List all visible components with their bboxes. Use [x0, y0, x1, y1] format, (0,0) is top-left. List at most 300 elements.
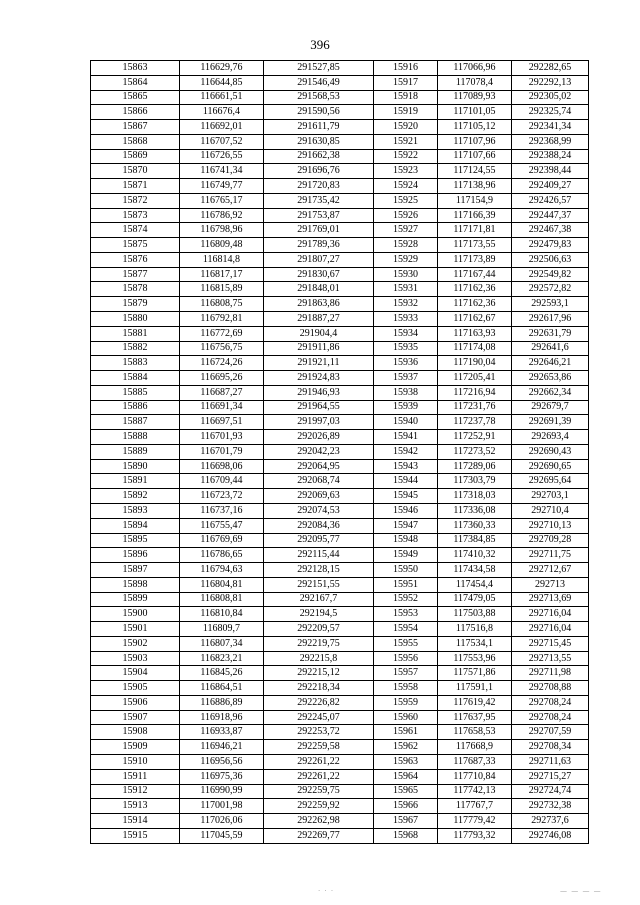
point-number-left-cell: 15914	[91, 814, 180, 829]
y-coordinate-left-cell: 292215,12	[264, 666, 374, 681]
table-row	[91, 518, 589, 533]
x-coordinate-left-cell: 116765,17	[180, 193, 264, 208]
table-row	[91, 444, 589, 459]
y-coordinate-right-cell: 292746,08	[512, 828, 589, 843]
y-coordinate-left-cell: 291769,01	[264, 223, 374, 238]
point-number-left-cell: 15875	[91, 238, 180, 253]
y-coordinate-right-cell: 292691,39	[512, 415, 589, 430]
y-coordinate-left-cell: 292269,77	[264, 828, 374, 843]
point-number-right-cell: 15933	[374, 312, 438, 327]
point-number-right-cell: 15958	[374, 681, 438, 696]
table-row	[91, 548, 589, 563]
y-coordinate-right-cell: 292713,69	[512, 592, 589, 607]
x-coordinate-right-cell: 117173,55	[438, 238, 512, 253]
table-row	[91, 282, 589, 297]
table-row	[91, 267, 589, 282]
x-coordinate-left-cell: 116741,34	[180, 164, 264, 179]
point-number-left-cell: 15913	[91, 799, 180, 814]
x-coordinate-right-cell: 117591,1	[438, 681, 512, 696]
y-coordinate-right-cell: 292716,04	[512, 622, 589, 637]
x-coordinate-right-cell: 117167,44	[438, 267, 512, 282]
point-number-left-cell: 15880	[91, 312, 180, 327]
point-number-right-cell: 15964	[374, 769, 438, 784]
table-row	[91, 666, 589, 681]
x-coordinate-left-cell: 116691,34	[180, 400, 264, 415]
x-coordinate-left-cell: 116810,84	[180, 607, 264, 622]
y-coordinate-right-cell: 292711,98	[512, 666, 589, 681]
y-coordinate-right-cell: 292388,24	[512, 149, 589, 164]
point-number-right-cell: 15952	[374, 592, 438, 607]
y-coordinate-right-cell: 292712,67	[512, 563, 589, 578]
y-coordinate-left-cell: 292262,98	[264, 814, 374, 829]
point-number-left-cell: 15904	[91, 666, 180, 681]
point-number-right-cell: 15930	[374, 267, 438, 282]
y-coordinate-left-cell: 292219,75	[264, 636, 374, 651]
x-coordinate-right-cell: 117687,33	[438, 754, 512, 769]
point-number-left-cell: 15886	[91, 400, 180, 415]
y-coordinate-left-cell: 292215,8	[264, 651, 374, 666]
point-number-left-cell: 15870	[91, 164, 180, 179]
x-coordinate-left-cell: 116814,8	[180, 252, 264, 267]
point-number-right-cell: 15919	[374, 105, 438, 120]
y-coordinate-right-cell: 292711,75	[512, 548, 589, 563]
point-number-right-cell: 15924	[374, 179, 438, 194]
table-row	[91, 695, 589, 710]
point-number-left-cell: 15887	[91, 415, 180, 430]
point-number-left-cell: 15865	[91, 90, 180, 105]
x-coordinate-left-cell: 116886,89	[180, 695, 264, 710]
y-coordinate-right-cell: 292695,64	[512, 474, 589, 489]
y-coordinate-right-cell: 292709,28	[512, 533, 589, 548]
y-coordinate-right-cell: 292679,7	[512, 400, 589, 415]
y-coordinate-right-cell: 292732,38	[512, 799, 589, 814]
x-coordinate-left-cell: 116692,01	[180, 120, 264, 135]
y-coordinate-right-cell: 292325,74	[512, 105, 589, 120]
y-coordinate-left-cell: 292226,82	[264, 695, 374, 710]
x-coordinate-right-cell: 117162,67	[438, 312, 512, 327]
x-coordinate-right-cell: 117503,88	[438, 607, 512, 622]
point-number-right-cell: 15934	[374, 326, 438, 341]
y-coordinate-right-cell: 292713	[512, 577, 589, 592]
x-coordinate-right-cell: 117237,78	[438, 415, 512, 430]
x-coordinate-right-cell: 117124,55	[438, 164, 512, 179]
point-number-left-cell: 15879	[91, 297, 180, 312]
x-coordinate-left-cell: 116772,69	[180, 326, 264, 341]
table-row	[91, 149, 589, 164]
table-row	[91, 179, 589, 194]
y-coordinate-left-cell: 291863,86	[264, 297, 374, 312]
point-number-left-cell: 15900	[91, 607, 180, 622]
y-coordinate-right-cell: 292506,63	[512, 252, 589, 267]
y-coordinate-right-cell: 292708,24	[512, 710, 589, 725]
y-coordinate-left-cell: 292151,55	[264, 577, 374, 592]
point-number-left-cell: 15894	[91, 518, 180, 533]
x-coordinate-right-cell: 117138,96	[438, 179, 512, 194]
table-row	[91, 489, 589, 504]
y-coordinate-left-cell: 292115,44	[264, 548, 374, 563]
y-coordinate-left-cell: 292084,36	[264, 518, 374, 533]
y-coordinate-right-cell: 292368,99	[512, 134, 589, 149]
x-coordinate-left-cell: 116864,51	[180, 681, 264, 696]
x-coordinate-left-cell: 116807,34	[180, 636, 264, 651]
point-number-left-cell: 15866	[91, 105, 180, 120]
table-row	[91, 90, 589, 105]
table-row	[91, 503, 589, 518]
table-row	[91, 474, 589, 489]
y-coordinate-right-cell: 292715,45	[512, 636, 589, 651]
point-number-left-cell: 15912	[91, 784, 180, 799]
y-coordinate-left-cell: 291662,38	[264, 149, 374, 164]
point-number-right-cell: 15962	[374, 740, 438, 755]
y-coordinate-left-cell: 291997,03	[264, 415, 374, 430]
y-coordinate-right-cell: 292690,43	[512, 444, 589, 459]
x-coordinate-left-cell: 116933,87	[180, 725, 264, 740]
x-coordinate-right-cell: 117534,1	[438, 636, 512, 651]
x-coordinate-right-cell: 117289,06	[438, 459, 512, 474]
point-number-right-cell: 15956	[374, 651, 438, 666]
x-coordinate-right-cell: 117710,84	[438, 769, 512, 784]
point-number-right-cell: 15955	[374, 636, 438, 651]
y-coordinate-left-cell: 291611,79	[264, 120, 374, 135]
point-number-left-cell: 15901	[91, 622, 180, 637]
point-number-right-cell: 15961	[374, 725, 438, 740]
x-coordinate-right-cell: 117668,9	[438, 740, 512, 755]
y-coordinate-left-cell: 292074,53	[264, 503, 374, 518]
table-row	[91, 371, 589, 386]
x-coordinate-right-cell: 117767,7	[438, 799, 512, 814]
point-number-left-cell: 15878	[91, 282, 180, 297]
y-coordinate-left-cell: 291789,36	[264, 238, 374, 253]
x-coordinate-left-cell: 116798,96	[180, 223, 264, 238]
point-number-right-cell: 15925	[374, 193, 438, 208]
x-coordinate-right-cell: 117066,96	[438, 61, 512, 76]
table-row	[91, 297, 589, 312]
table-row	[91, 681, 589, 696]
y-coordinate-left-cell: 292069,63	[264, 489, 374, 504]
y-coordinate-right-cell: 292549,82	[512, 267, 589, 282]
x-coordinate-left-cell: 116698,06	[180, 459, 264, 474]
y-coordinate-right-cell: 292653,86	[512, 371, 589, 386]
point-number-left-cell: 15892	[91, 489, 180, 504]
x-coordinate-right-cell: 117205,41	[438, 371, 512, 386]
point-number-right-cell: 15917	[374, 75, 438, 90]
y-coordinate-left-cell: 291924,83	[264, 371, 374, 386]
y-coordinate-left-cell: 292261,22	[264, 754, 374, 769]
x-coordinate-right-cell: 117174,08	[438, 341, 512, 356]
y-coordinate-left-cell: 292128,15	[264, 563, 374, 578]
point-number-left-cell: 15868	[91, 134, 180, 149]
table-row	[91, 341, 589, 356]
x-coordinate-right-cell: 117231,76	[438, 400, 512, 415]
x-coordinate-right-cell: 117078,4	[438, 75, 512, 90]
y-coordinate-left-cell: 291527,85	[264, 61, 374, 76]
point-number-left-cell: 15893	[91, 503, 180, 518]
point-number-left-cell: 15891	[91, 474, 180, 489]
x-coordinate-left-cell: 117026,06	[180, 814, 264, 829]
table-row	[91, 651, 589, 666]
y-coordinate-right-cell: 292690,65	[512, 459, 589, 474]
x-coordinate-left-cell: 116804,81	[180, 577, 264, 592]
point-number-left-cell: 15885	[91, 385, 180, 400]
point-number-left-cell: 15910	[91, 754, 180, 769]
y-coordinate-right-cell: 292398,44	[512, 164, 589, 179]
x-coordinate-right-cell: 117101,05	[438, 105, 512, 120]
x-coordinate-left-cell: 116697,51	[180, 415, 264, 430]
point-number-right-cell: 15922	[374, 149, 438, 164]
point-number-left-cell: 15872	[91, 193, 180, 208]
point-number-left-cell: 15890	[91, 459, 180, 474]
x-coordinate-right-cell: 117553,96	[438, 651, 512, 666]
y-coordinate-right-cell: 292426,57	[512, 193, 589, 208]
coordinates-table-body	[91, 61, 589, 844]
y-coordinate-right-cell: 292341,34	[512, 120, 589, 135]
point-number-left-cell: 15905	[91, 681, 180, 696]
point-number-right-cell: 15921	[374, 134, 438, 149]
table-row	[91, 193, 589, 208]
table-row	[91, 223, 589, 238]
x-coordinate-right-cell: 117273,52	[438, 444, 512, 459]
table-row	[91, 120, 589, 135]
point-number-right-cell: 15943	[374, 459, 438, 474]
x-coordinate-right-cell: 117360,33	[438, 518, 512, 533]
x-coordinate-right-cell: 117105,12	[438, 120, 512, 135]
y-coordinate-left-cell: 292042,23	[264, 444, 374, 459]
point-number-left-cell: 15907	[91, 710, 180, 725]
table-row	[91, 356, 589, 371]
table-row	[91, 75, 589, 90]
y-coordinate-right-cell: 292593,1	[512, 297, 589, 312]
point-number-right-cell: 15953	[374, 607, 438, 622]
point-number-left-cell: 15883	[91, 356, 180, 371]
x-coordinate-right-cell: 117303,79	[438, 474, 512, 489]
point-number-left-cell: 15863	[91, 61, 180, 76]
x-coordinate-left-cell: 116723,72	[180, 489, 264, 504]
point-number-right-cell: 15920	[374, 120, 438, 135]
point-number-left-cell: 15884	[91, 371, 180, 386]
point-number-left-cell: 15871	[91, 179, 180, 194]
point-number-right-cell: 15966	[374, 799, 438, 814]
point-number-left-cell: 15867	[91, 120, 180, 135]
point-number-left-cell: 15903	[91, 651, 180, 666]
x-coordinate-right-cell: 117162,36	[438, 297, 512, 312]
x-coordinate-left-cell: 116724,26	[180, 356, 264, 371]
x-coordinate-left-cell: 116975,36	[180, 769, 264, 784]
table-row	[91, 430, 589, 445]
x-coordinate-right-cell: 117384,85	[438, 533, 512, 548]
y-coordinate-left-cell: 291753,87	[264, 208, 374, 223]
x-coordinate-right-cell: 117779,42	[438, 814, 512, 829]
point-number-right-cell: 15929	[374, 252, 438, 267]
x-coordinate-left-cell: 116726,55	[180, 149, 264, 164]
footer-scan-mark: · · ·	[318, 887, 335, 895]
x-coordinate-left-cell: 116709,44	[180, 474, 264, 489]
x-coordinate-left-cell: 116946,21	[180, 740, 264, 755]
table-row	[91, 754, 589, 769]
point-number-right-cell: 15932	[374, 297, 438, 312]
point-number-left-cell: 15874	[91, 223, 180, 238]
x-coordinate-left-cell: 116755,47	[180, 518, 264, 533]
point-number-left-cell: 15908	[91, 725, 180, 740]
x-coordinate-right-cell: 117163,93	[438, 326, 512, 341]
x-coordinate-left-cell: 116815,89	[180, 282, 264, 297]
y-coordinate-right-cell: 292292,13	[512, 75, 589, 90]
table-row	[91, 164, 589, 179]
point-number-left-cell: 15888	[91, 430, 180, 445]
point-number-right-cell: 15945	[374, 489, 438, 504]
point-number-right-cell: 15918	[374, 90, 438, 105]
y-coordinate-left-cell: 291630,85	[264, 134, 374, 149]
point-number-left-cell: 15909	[91, 740, 180, 755]
x-coordinate-right-cell: 117793,32	[438, 828, 512, 843]
x-coordinate-left-cell: 116817,17	[180, 267, 264, 282]
y-coordinate-left-cell: 292218,34	[264, 681, 374, 696]
point-number-left-cell: 15864	[91, 75, 180, 90]
table-row	[91, 385, 589, 400]
y-coordinate-right-cell: 292662,34	[512, 385, 589, 400]
x-coordinate-right-cell: 117434,58	[438, 563, 512, 578]
x-coordinate-right-cell: 117171,81	[438, 223, 512, 238]
y-coordinate-left-cell: 291964,55	[264, 400, 374, 415]
point-number-right-cell: 15944	[374, 474, 438, 489]
x-coordinate-left-cell: 116644,85	[180, 75, 264, 90]
point-number-left-cell: 15876	[91, 252, 180, 267]
y-coordinate-right-cell: 292713,55	[512, 651, 589, 666]
point-number-right-cell: 15935	[374, 341, 438, 356]
point-number-right-cell: 15950	[374, 563, 438, 578]
x-coordinate-right-cell: 117252,91	[438, 430, 512, 445]
table-row	[91, 636, 589, 651]
table-row	[91, 105, 589, 120]
x-coordinate-right-cell: 117162,36	[438, 282, 512, 297]
y-coordinate-right-cell: 292641,6	[512, 341, 589, 356]
y-coordinate-right-cell: 292282,65	[512, 61, 589, 76]
point-number-right-cell: 15948	[374, 533, 438, 548]
table-row	[91, 312, 589, 327]
page-number: 396	[310, 37, 330, 52]
table-row	[91, 326, 589, 341]
y-coordinate-left-cell: 291807,27	[264, 252, 374, 267]
y-coordinate-right-cell: 292703,1	[512, 489, 589, 504]
y-coordinate-left-cell: 291911,86	[264, 341, 374, 356]
x-coordinate-left-cell: 116687,27	[180, 385, 264, 400]
y-coordinate-left-cell: 291921,11	[264, 356, 374, 371]
x-coordinate-left-cell: 116809,7	[180, 622, 264, 637]
table-row	[91, 400, 589, 415]
point-number-left-cell: 15915	[91, 828, 180, 843]
y-coordinate-right-cell: 292710,4	[512, 503, 589, 518]
table-row	[91, 740, 589, 755]
point-number-left-cell: 15906	[91, 695, 180, 710]
y-coordinate-right-cell: 292708,34	[512, 740, 589, 755]
y-coordinate-left-cell: 291720,83	[264, 179, 374, 194]
x-coordinate-right-cell: 117089,93	[438, 90, 512, 105]
x-coordinate-left-cell: 116737,16	[180, 503, 264, 518]
x-coordinate-right-cell: 117154,9	[438, 193, 512, 208]
point-number-left-cell: 15877	[91, 267, 180, 282]
x-coordinate-left-cell: 116845,26	[180, 666, 264, 681]
point-number-right-cell: 15941	[374, 430, 438, 445]
y-coordinate-left-cell: 291590,56	[264, 105, 374, 120]
point-number-left-cell: 15895	[91, 533, 180, 548]
x-coordinate-left-cell: 116794,63	[180, 563, 264, 578]
y-coordinate-left-cell: 292245,07	[264, 710, 374, 725]
y-coordinate-left-cell: 291830,67	[264, 267, 374, 282]
x-coordinate-right-cell: 117571,86	[438, 666, 512, 681]
x-coordinate-left-cell: 116808,81	[180, 592, 264, 607]
y-coordinate-right-cell: 292707,59	[512, 725, 589, 740]
x-coordinate-left-cell: 116990,99	[180, 784, 264, 799]
y-coordinate-left-cell: 292261,22	[264, 769, 374, 784]
x-coordinate-right-cell: 117516,8	[438, 622, 512, 637]
x-coordinate-left-cell: 116792,81	[180, 312, 264, 327]
point-number-right-cell: 15963	[374, 754, 438, 769]
x-coordinate-right-cell: 117318,03	[438, 489, 512, 504]
table-row	[91, 533, 589, 548]
x-coordinate-right-cell: 117216,94	[438, 385, 512, 400]
table-row	[91, 577, 589, 592]
x-coordinate-right-cell: 117454,4	[438, 577, 512, 592]
x-coordinate-right-cell: 117190,04	[438, 356, 512, 371]
point-number-right-cell: 15951	[374, 577, 438, 592]
point-number-left-cell: 15873	[91, 208, 180, 223]
y-coordinate-left-cell: 292095,77	[264, 533, 374, 548]
y-coordinate-left-cell: 292194,5	[264, 607, 374, 622]
y-coordinate-left-cell: 292259,92	[264, 799, 374, 814]
point-number-right-cell: 15940	[374, 415, 438, 430]
x-coordinate-right-cell: 117166,39	[438, 208, 512, 223]
y-coordinate-right-cell: 292646,21	[512, 356, 589, 371]
point-number-right-cell: 15946	[374, 503, 438, 518]
y-coordinate-right-cell: 292693,4	[512, 430, 589, 445]
y-coordinate-right-cell: 292737,6	[512, 814, 589, 829]
point-number-left-cell: 15898	[91, 577, 180, 592]
x-coordinate-left-cell: 116769,69	[180, 533, 264, 548]
x-coordinate-left-cell: 116786,92	[180, 208, 264, 223]
table-row	[91, 252, 589, 267]
table-row	[91, 769, 589, 784]
point-number-left-cell: 15911	[91, 769, 180, 784]
y-coordinate-left-cell: 292253,72	[264, 725, 374, 740]
x-coordinate-left-cell: 116676,4	[180, 105, 264, 120]
table-row	[91, 799, 589, 814]
point-number-right-cell: 15926	[374, 208, 438, 223]
y-coordinate-left-cell: 292259,75	[264, 784, 374, 799]
coordinates-table	[90, 60, 589, 844]
y-coordinate-left-cell: 291946,93	[264, 385, 374, 400]
x-coordinate-left-cell: 117001,98	[180, 799, 264, 814]
table-row	[91, 814, 589, 829]
x-coordinate-right-cell: 117742,13	[438, 784, 512, 799]
x-coordinate-right-cell: 117410,32	[438, 548, 512, 563]
table-row	[91, 459, 589, 474]
x-coordinate-right-cell: 117336,08	[438, 503, 512, 518]
footer-scan-mark-right: — — — —	[560, 887, 602, 895]
x-coordinate-left-cell: 116749,77	[180, 179, 264, 194]
point-number-right-cell: 15949	[374, 548, 438, 563]
x-coordinate-left-cell: 116661,51	[180, 90, 264, 105]
point-number-left-cell: 15899	[91, 592, 180, 607]
point-number-left-cell: 15889	[91, 444, 180, 459]
x-coordinate-right-cell: 117107,96	[438, 134, 512, 149]
y-coordinate-left-cell: 291887,27	[264, 312, 374, 327]
x-coordinate-right-cell: 117658,53	[438, 725, 512, 740]
point-number-left-cell: 15869	[91, 149, 180, 164]
point-number-right-cell: 15968	[374, 828, 438, 843]
x-coordinate-left-cell: 117045,59	[180, 828, 264, 843]
y-coordinate-right-cell: 292631,79	[512, 326, 589, 341]
table-row	[91, 134, 589, 149]
y-coordinate-right-cell: 292715,27	[512, 769, 589, 784]
